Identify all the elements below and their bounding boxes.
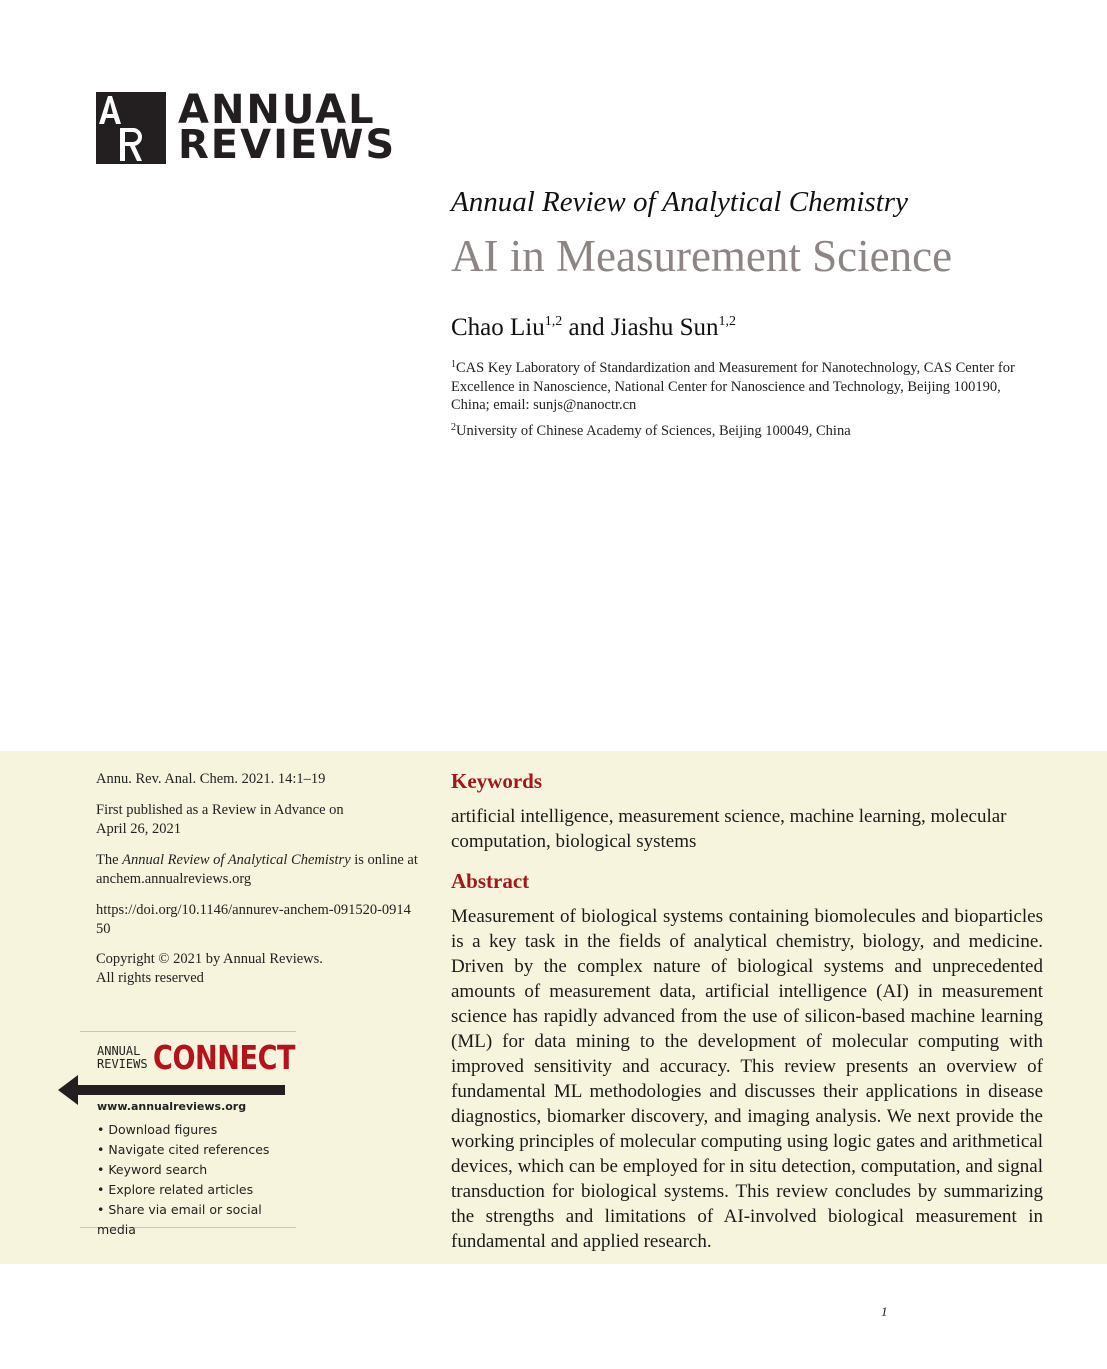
connect-url-link[interactable]: www.annualreviews.org [97, 1100, 247, 1113]
online-post: is online at [350, 852, 418, 868]
author-affiliation-sup: 1,2 [544, 314, 563, 329]
logo-line-1: ANNUAL [178, 87, 376, 133]
doi-link[interactable]: https://doi.org/10.1146/annurev-anchem-091520-091450 [96, 902, 411, 937]
connect-small-line-2: REVIEWS [97, 1057, 148, 1071]
author-name: Jiashu Sun [610, 314, 719, 341]
author-affiliation-sup: 1,2 [718, 314, 737, 329]
affiliation-text: University of Chinese Academy of Sciences, Beijing 100049, China [456, 423, 851, 439]
list-item: • Share via email or social media [97, 1202, 262, 1237]
affiliation-2 [451, 419, 1041, 441]
publication-date [96, 801, 426, 838]
ar-logo-icon [96, 92, 166, 164]
list-item: • Keyword search [97, 1162, 208, 1177]
keywords-heading: Keywords [451, 769, 542, 793]
connect-feature-list [97, 1120, 296, 1240]
author-name: Chao Liu [451, 314, 545, 341]
online-pre: The [96, 852, 123, 868]
author-joiner: and [562, 314, 611, 341]
annual-reviews-logo [96, 87, 397, 168]
journal-name: Annual Review of Analytical Chemistry [451, 186, 908, 218]
connect-small-line-1: ANNUAL [97, 1044, 141, 1058]
keywords-text: artificial intelligence, measurement science, machine learning, molecular computation, biological systems [451, 806, 1007, 852]
author-list [451, 314, 736, 342]
article-title: AI in Measurement Science [451, 231, 953, 281]
list-item: • Download figures [97, 1122, 218, 1137]
affiliation-text: CAS Key Laboratory of Standardization and Measurement for Nanotechnology, CAS Center for Excellence in Nanoscience, National Center for Nanoscience and Technology, Beijing 100190, China; email: sunjs@nanoctr.cn [451, 360, 1015, 413]
logo-line-2: REVIEWS [178, 122, 397, 168]
copyright-line-1: Copyright © 2021 by Annual Reviews. [96, 951, 323, 967]
citation: Annu. Rev. Anal. Chem. 2021. 14:1–19 [96, 771, 326, 787]
online-journal: Annual Review of Analytical Chemistry [122, 852, 351, 868]
published-line-2: April 26, 2021 [96, 820, 181, 837]
abstract-heading: Abstract [451, 869, 530, 893]
copyright-line-2: All rights reserved [96, 969, 204, 986]
online-note [96, 851, 426, 888]
affiliation-1 [451, 356, 1041, 415]
logo-wordmark [178, 87, 397, 168]
connect-title: CONNECT [153, 1038, 296, 1077]
abstract-text: Measurement of biological systems containing biomolecules and bioparticles is a key task in the fields of analytical chemistry, biology, and medicine. Driven by the complex nature of biological systems and unprecedented amounts of measurement data, artificial intelligence (AI) in measurement science has rapidly advanced from the use of silicon-based machine learning (ML) for data mining to the development of molecular computing with improved sensitivity and accuracy. This review presents an overview of fundamental ML methodologies and discusses their applications in disease diagnostics, biomarker discovery, and imaging analysis. We next provide the working principles of molecular computing using logic gates and arithmetical devices, which can be employed for in situ detection, computation, and signal transduction for biological systems. This review concludes by summarizing the strengths and limitations of AI-involved biological measurement in fundamental and applied research. [451, 906, 1043, 1252]
list-item: • Navigate cited references [97, 1142, 270, 1157]
annual-reviews-connect-box [80, 1031, 296, 1237]
list-item: • Explore related articles [97, 1182, 254, 1197]
online-url-link[interactable]: anchem.annualreviews.org [96, 870, 252, 887]
copyright [96, 950, 426, 987]
published-line-1: First published as a Review in Advance on [96, 802, 344, 818]
connect-small-label [97, 1045, 148, 1071]
page-number: 1 [881, 1304, 888, 1319]
affiliation-sup: 1 [451, 359, 456, 370]
affiliation-sup: 2 [451, 422, 456, 433]
